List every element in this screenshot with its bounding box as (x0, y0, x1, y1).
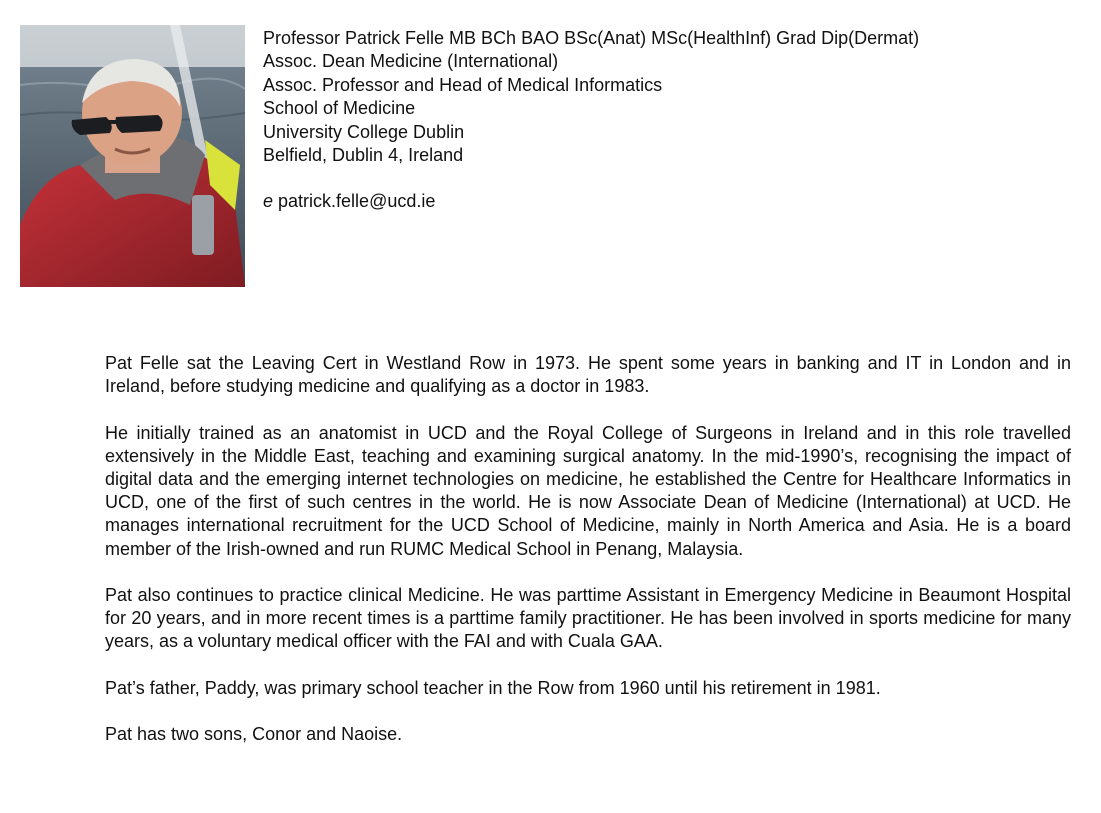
department: School of Medicine (263, 98, 416, 119)
email-line (263, 190, 919, 213)
bio-paragraph: He initially trained as an anatomist in UCD and the Royal College of Surgeons in Ireland and in this role travelled extensively in the Middle East, teaching and examining surgical anatomy. In the mid-1990’s, recognising the impact of digital data and the emerging internet technologies on medicine, he established the Centre for Healthcare Informatics in UCD, one of the first of such centres in the world. He is now Associate Dean of Medicine (International) at UCD. He manages international recruitment for the UCD School of Medicine, mainly in North America and Asia. He is a board member of the Irish-owned and run RUMC Medical School in Penang, Malaysia. (105, 422, 1071, 559)
title-professor: Assoc. Professor and Head of Medical Informatics (263, 74, 663, 95)
bio-paragraph: Pat’s father, Paddy, was primary school teacher in the Row from 1960 until his retirement in 1981. (105, 677, 881, 698)
institution: University College Dublin (263, 121, 465, 142)
email-prefix: e (263, 191, 274, 212)
address: Belfield, Dublin 4, Ireland (263, 145, 464, 166)
spacer (263, 167, 919, 190)
contact-header (263, 27, 919, 214)
bio-paragraph: Pat has two sons, Conor and Naoise. (105, 724, 403, 745)
name-credentials: Professor Patrick Felle MB BCh BAO BSc(Anat) MSc(HealthInf) Grad Dip(Dermat) (263, 28, 920, 48)
bio-paragraph: Pat also continues to practice clinical Medicine. He was parttime Assistant in Emergency Medicine in Beaumont Hospital for 20 years, and in more recent times is a parttime family practitioner. He has been involved in sports medicine for many years, as a voluntary medical officer with the FAI and with Cuala GAA. (105, 585, 1071, 652)
email-address[interactable]: patrick.felle@ucd.ie (278, 191, 436, 212)
bio-paragraph: Pat Felle sat the Leaving Cert in Westland Row in 1973. He spent some years in banking and IT in London and in Ireland, before studying medicine and qualifying as a doctor in 1983. (105, 353, 1071, 397)
biography (105, 352, 1071, 770)
profile-photo (20, 25, 245, 287)
portrait-photo-icon (20, 25, 245, 287)
title-dean: Assoc. Dean Medicine (International) (263, 51, 559, 72)
